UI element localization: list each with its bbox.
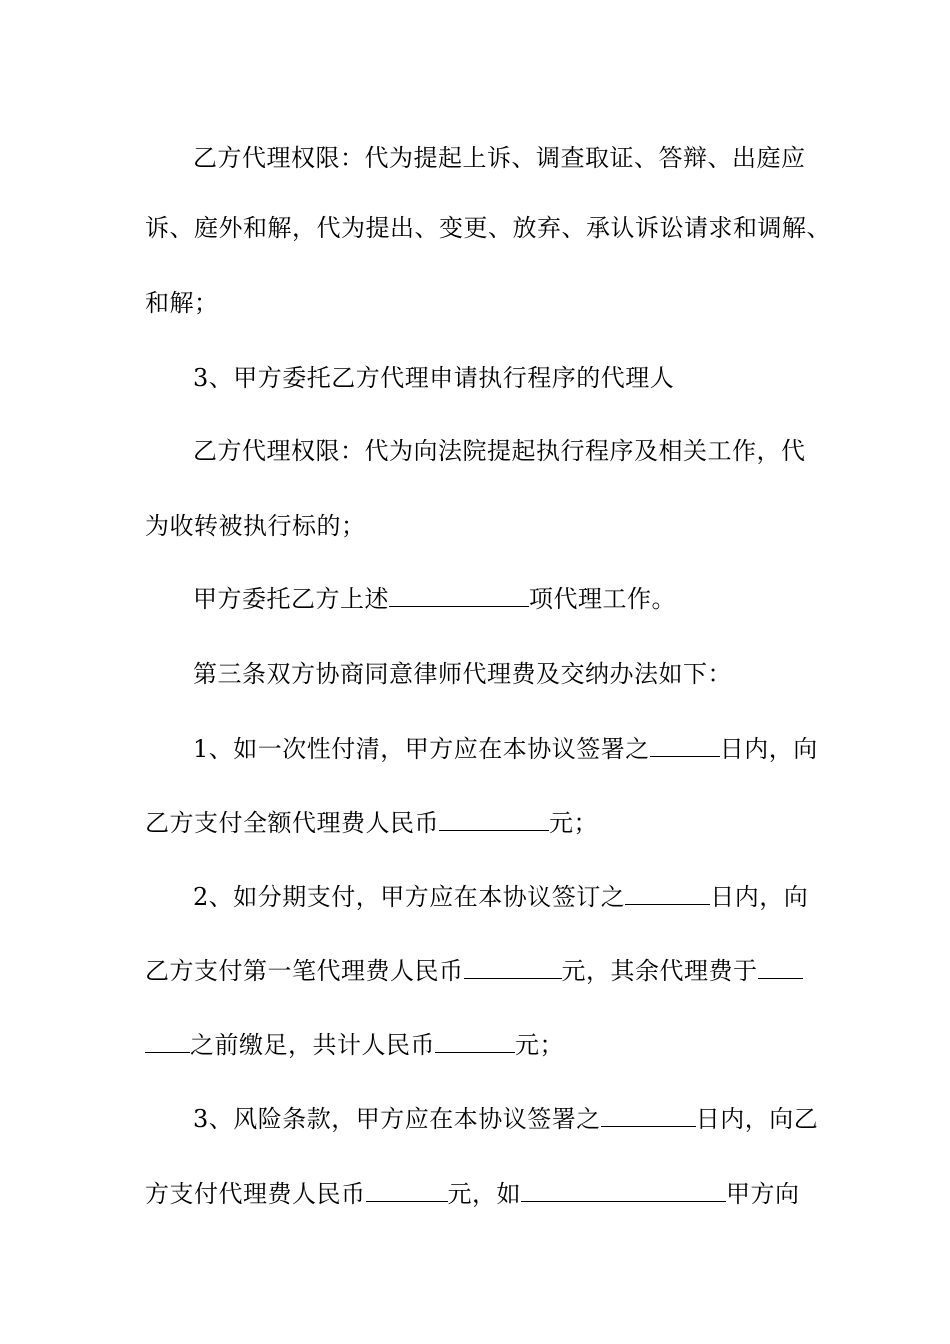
text: 甲方向 — [726, 1180, 800, 1208]
paragraph-line — [193, 435, 810, 467]
fill-in-blank[interactable] — [521, 1179, 726, 1202]
text: 第三条双方协商同意律师代理费及交纳办法如下： — [193, 660, 732, 688]
text: 乙方支付全额代理费人民币 — [145, 809, 439, 837]
text: 日内，向乙 — [695, 1105, 819, 1133]
paragraph-line — [145, 807, 810, 839]
fill-in-blank[interactable] — [650, 734, 720, 757]
text: 日内，向 — [710, 883, 809, 911]
text: 乙方代理权限：代为向法院提起执行程序及相关工作，代 — [193, 437, 806, 465]
text: 方支付代理费人民币 — [145, 1180, 366, 1208]
paragraph-line — [193, 362, 810, 394]
paragraph-line — [193, 881, 810, 913]
text: 元； — [549, 809, 598, 837]
text: 和解； — [145, 289, 219, 317]
paragraph-line — [193, 658, 810, 690]
text: 元，其余代理费于 — [561, 957, 758, 985]
fill-in-blank[interactable] — [439, 808, 549, 831]
text: 甲方委托乙方上述 — [193, 585, 389, 613]
paragraph-line — [193, 583, 810, 615]
text: 3、甲方委托乙方代理申请执行程序的代理人 — [193, 364, 675, 392]
text: 2、如分期支付，甲方应在本协议签订之 — [193, 883, 626, 911]
text: 1、如一次性付清，甲方应在本协议签署之 — [193, 735, 650, 763]
text: 元； — [515, 1031, 564, 1059]
fill-in-blank[interactable] — [145, 1030, 190, 1053]
paragraph-line — [193, 142, 810, 174]
text: 乙方代理权限：代为提起上诉、调查取证、答辩、出庭应 — [193, 144, 806, 172]
fill-in-blank[interactable] — [389, 584, 529, 607]
paragraph-line — [145, 287, 810, 319]
paragraph-line — [145, 955, 810, 987]
text: 3、风险条款，甲方应在本协议签署之 — [193, 1105, 601, 1133]
fill-in-blank[interactable] — [601, 1104, 696, 1127]
paragraph-line — [145, 510, 810, 542]
paragraph-line — [193, 1103, 819, 1135]
text: 日内，向 — [719, 735, 818, 763]
text: 乙方支付第一笔代理费人民币 — [145, 957, 464, 985]
text: 为收转被执行标的； — [145, 512, 366, 540]
paragraph-line — [145, 1029, 810, 1061]
text: 项代理工作。 — [529, 585, 676, 613]
fill-in-blank[interactable] — [758, 956, 803, 979]
text: 诉、庭外和解，代为提出、变更、放弃、承认诉讼请求和调解、 — [145, 214, 831, 242]
paragraph-line — [145, 212, 831, 244]
fill-in-blank[interactable] — [366, 1179, 448, 1202]
text: 之前缴足，共计人民币 — [190, 1031, 435, 1059]
text: 元，如 — [447, 1180, 521, 1208]
paragraph-line — [193, 733, 818, 765]
fill-in-blank[interactable] — [625, 882, 710, 905]
fill-in-blank[interactable] — [435, 1030, 515, 1053]
fill-in-blank[interactable] — [464, 956, 562, 979]
paragraph-line — [145, 1178, 810, 1210]
